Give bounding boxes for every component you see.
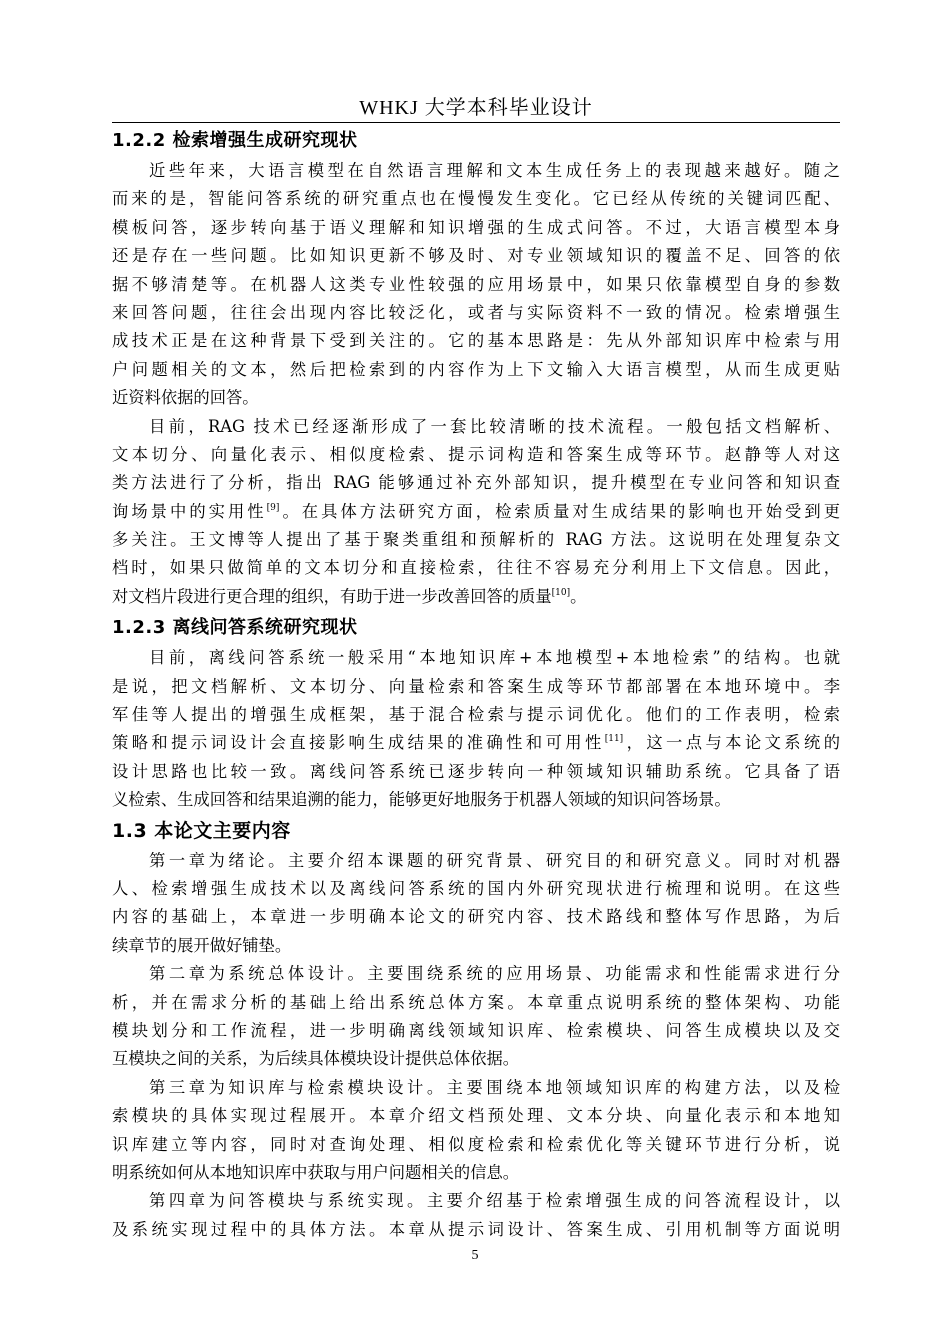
text-line: 及系统实现过程中的具体方法。本章从提示词设计、答案生成、引用机制等方面说明 [112,1219,840,1239]
text-line: 第一章为绪论。主要介绍本课题的研究背景、研究目的和研究意义。同时对机器 [149,850,840,870]
text-line: 据不够清楚等。在机器人这类专业性较强的应用场景中，如果只依靠模型自身的参数 [112,274,840,294]
text-line: 档时，如果只做简单的文本切分和直接检索，往往不容易充分利用上下文信息。因此， [112,558,840,578]
text-line: 模板问答，逐步转向基于语义理解和知识增强的生成式问答。不过，大语言模型本身 [112,217,840,237]
paragraph [112,847,840,961]
text-run: 。在具体方法研究方面，检索质量对生成结果的影响也开始受到更 [279,501,840,521]
text-line: 近些年来，大语言模型在自然语言理解和文本生成任务上的表现越来越好。随之 [149,161,840,180]
text-line: 文本切分、向量化表示、相似度检索、提示词构造和答案生成等环节。赵静等人对这 [112,444,840,464]
text-line: 成技术正是在这种背景下受到关注的。它的基本思路是：先从外部知识库中检索与用 [112,331,840,351]
text-line: 互模块之间的关系，为后续具体模块设计提供总体依据。 [112,1049,520,1069]
text-line: 内容的基础上，本章进一步明确本论文的研究内容、技术路线和整体写作思路，为后 [112,907,840,927]
text-line: 类方法进行了分析，指出 RAG 能够通过补充外部知识，提升模型在专业问答和知识查 [112,473,840,493]
section-heading: 1.3 本论文主要内容 [112,819,291,842]
citation-ref: [11] [604,734,624,745]
text-line: 第四章为问答模块与系统实现。主要介绍基于检索增强生成的问答流程设计，以 [149,1191,840,1211]
text-line: 是说，把文档解析、文本切分、向量检索和答案生成等环节都部署在本地环境中。李 [112,676,840,696]
text-line: 近资料依据的回答。 [112,388,259,408]
text-line: 军佳等人提出的增强生成框架，基于混合检索与提示词优化。他们的工作表明，检索 [112,705,840,725]
page-header: WHKJ 大学本科毕业设计 [359,97,593,119]
text-line: 第三章为知识库与检索模块设计。主要围绕本地领域知识库的构建方法，以及检 [149,1077,840,1097]
text-run: 策略和提示词设计会直接影响生成结果的准确性和可用性 [112,733,605,753]
text-line: 模块划分和工作流程，进一步明确离线领域知识库、检索模块、问答生成模块以及交 [112,1020,840,1040]
text-line: 目前，RAG 技术已经逐渐形成了一套比较清晰的技术流程。一般包括文档解析、 [149,416,840,436]
text-line [112,583,840,611]
text-line: 析，并在需求分析的基础上给出系统总体方案。本章重点说明系统的整体架构、功能 [112,992,840,1012]
text-line: 设计思路也比较一致。离线问答系统已逐步转向一种领域知识辅助系统。它具备了语 [112,761,840,781]
text-line [112,729,840,757]
text-line: 还是存在一些问题。比如知识更新不够及时、对专业领域知识的覆盖不足、回答的依 [112,246,840,266]
paragraph [112,157,840,413]
text-line: 义检索、生成回答和结果追溯的能力，能够更好地服务于机器人领域的知识问答场景。 [112,790,731,810]
text-run: 。 [570,586,587,606]
section-heading: 1.2.2 检索增强生成研究现状 [112,130,358,151]
section-heading: 1.2.3 离线问答系统研究现状 [112,617,358,639]
text-line: 识库建立等内容，同时对查询处理、相似度检索和检索优化等关键环节进行分析，说 [112,1134,840,1154]
text-line: 续章节的展开做好铺垫。 [112,935,292,955]
text-line: 户问题相关的文本，然后把检索到的内容作为上下文输入大语言模型，从而生成更贴 [112,359,840,379]
paragraph [112,413,840,612]
paragraph [112,644,840,814]
text-line [112,498,840,526]
text-line: 人、检索增强生成技术以及离线问答系统的国内外研究现状进行梳理和说明。在这些 [112,878,840,898]
body-content [112,124,840,1244]
text-line: 来回答问题，往往会出现内容比较泛化，或者与实际资料不一致的情况。检索增强生 [112,302,840,322]
text-run: 询场景中的实用性 [112,501,267,521]
text-line: 目前，离线问答系统一般采用“本地知识库+本地模型+本地检索”的结构。也就 [149,648,840,668]
citation-ref: [9] [266,502,280,513]
citation-ref: [10] [551,587,571,598]
paragraph [112,960,840,1074]
header-rule [112,122,840,123]
paragraph [112,1187,840,1244]
text-line: 第二章为系统总体设计。主要围绕系统的应用场景、功能需求和性能需求进行分 [149,964,840,984]
paragraph [112,1074,840,1188]
text-run: ，这一点与本论文系统的 [623,733,840,753]
text-line: 明系统如何从本地知识库中获取与用户问题相关的信息。 [112,1162,520,1182]
text-line: 而来的是，智能问答系统的研究重点也在慢慢发生变化。它已经从传统的关键词匹配、 [112,189,840,209]
text-line: 多关注。王文博等人提出了基于聚类重组和预解析的 RAG 方法。这说明在处理复杂文 [112,530,840,550]
text-run: 对文档片段进行更合理的组织，有助于进一步改善回答的质量 [112,586,552,606]
page-number: 5 [471,1248,479,1263]
text-line: 索模块的具体实现过程展开。本章介绍文档预处理、文本分块、向量化表示和本地知 [112,1106,840,1126]
